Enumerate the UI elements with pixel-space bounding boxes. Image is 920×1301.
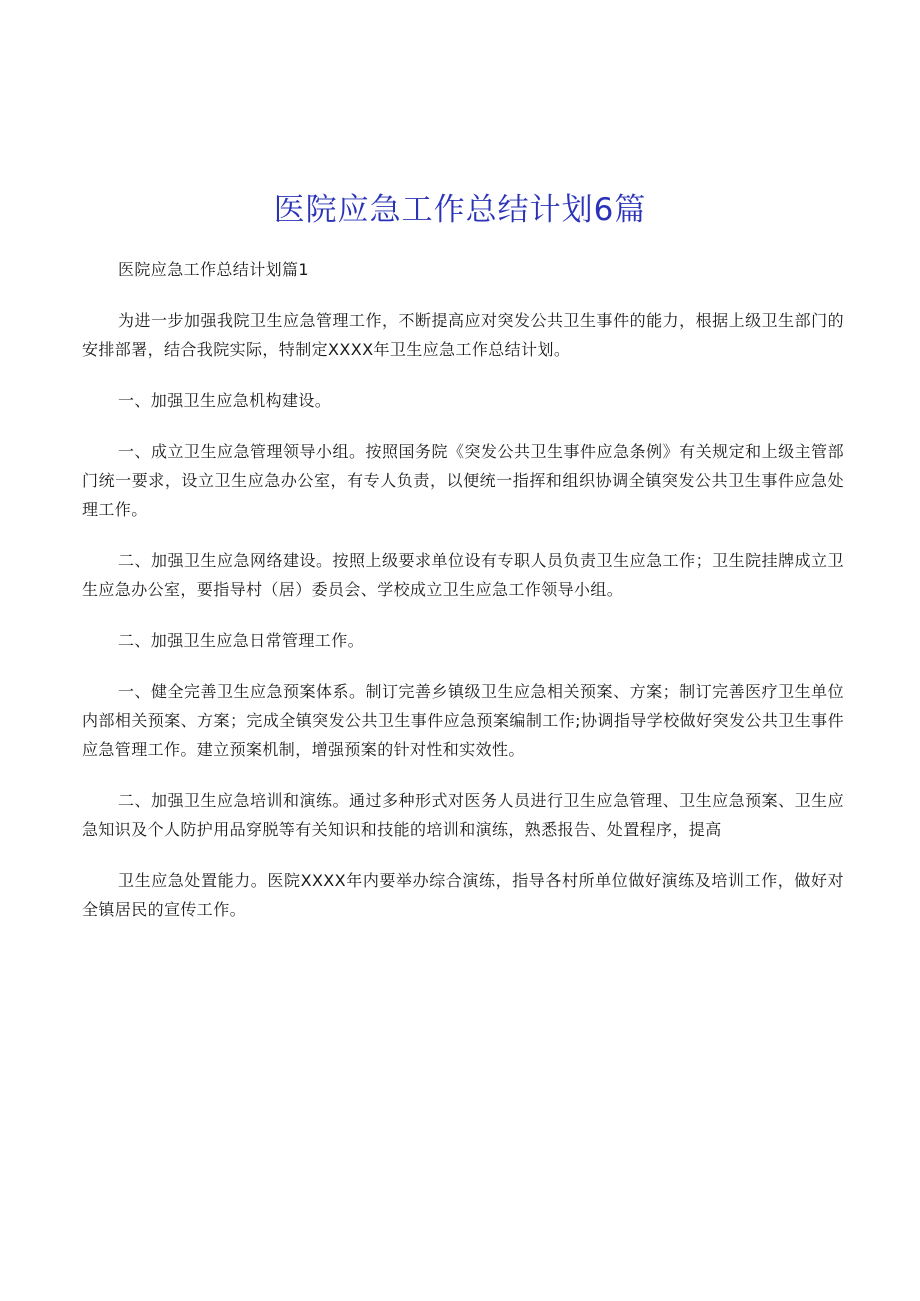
section-heading: 医院应急工作总结计划篇1 [118,260,309,279]
paragraph-2-1: 一、健全完善卫生应急预案体系。制订完善乡镇级卫生应急相关预案、方案；制订完善医疗卫生单位内部相关预案、方案；完成全镇突发公共卫生事件应急预案编制工作;协调指导学校做好突发公共卫生事件应急管理工作。建立预案机制，增强预案的针对性和实效性。 [82,682,844,759]
paragraph-2-2: 二、加强卫生应急培训和演练。通过多种形式对医务人员进行卫生应急管理、卫生应急预案、卫生应急知识及个人防护用品穿脱等有关知识和技能的培训和演练，熟悉报告、处置程序，提高 [82,791,844,839]
section-heading-1: 一、加强卫生应急机构建设。 [118,391,332,410]
section-heading-2: 二、加强卫生应急日常管理工作。 [118,631,365,650]
paragraph-1-1: 一、成立卫生应急管理领导小组。按照国务院《突发公共卫生事件应急条例》有关规定和上级主管部门统一要求，设立卫生应急办公室，有专人负责，以便统一指挥和组织协调全镇突发公共卫生事件应急处理工作。 [82,442,844,519]
document-title: 医院应急工作总结计划6篇 [273,192,647,228]
paragraph-2-2-cont: 卫生应急处置能力。医院XXXX年内要举办综合演练，指导各村所单位做好演练及培训工作，做好对全镇居民的宣传工作。 [82,871,844,919]
paragraph-1-2: 二、加强卫生应急网络建设。按照上级要求单位设有专职人员负责卫生应急工作；卫生院挂牌成立卫生应急办公室，要指导村（居）委员会、学校成立卫生应急工作领导小组。 [82,551,844,599]
paragraph-intro: 为进一步加强我院卫生应急管理工作，不断提高应对突发公共卫生事件的能力，根据上级卫生部门的安排部署，结合我院实际，特制定XXXX年卫生应急工作总结计划。 [82,311,844,359]
document-body [82,255,844,946]
